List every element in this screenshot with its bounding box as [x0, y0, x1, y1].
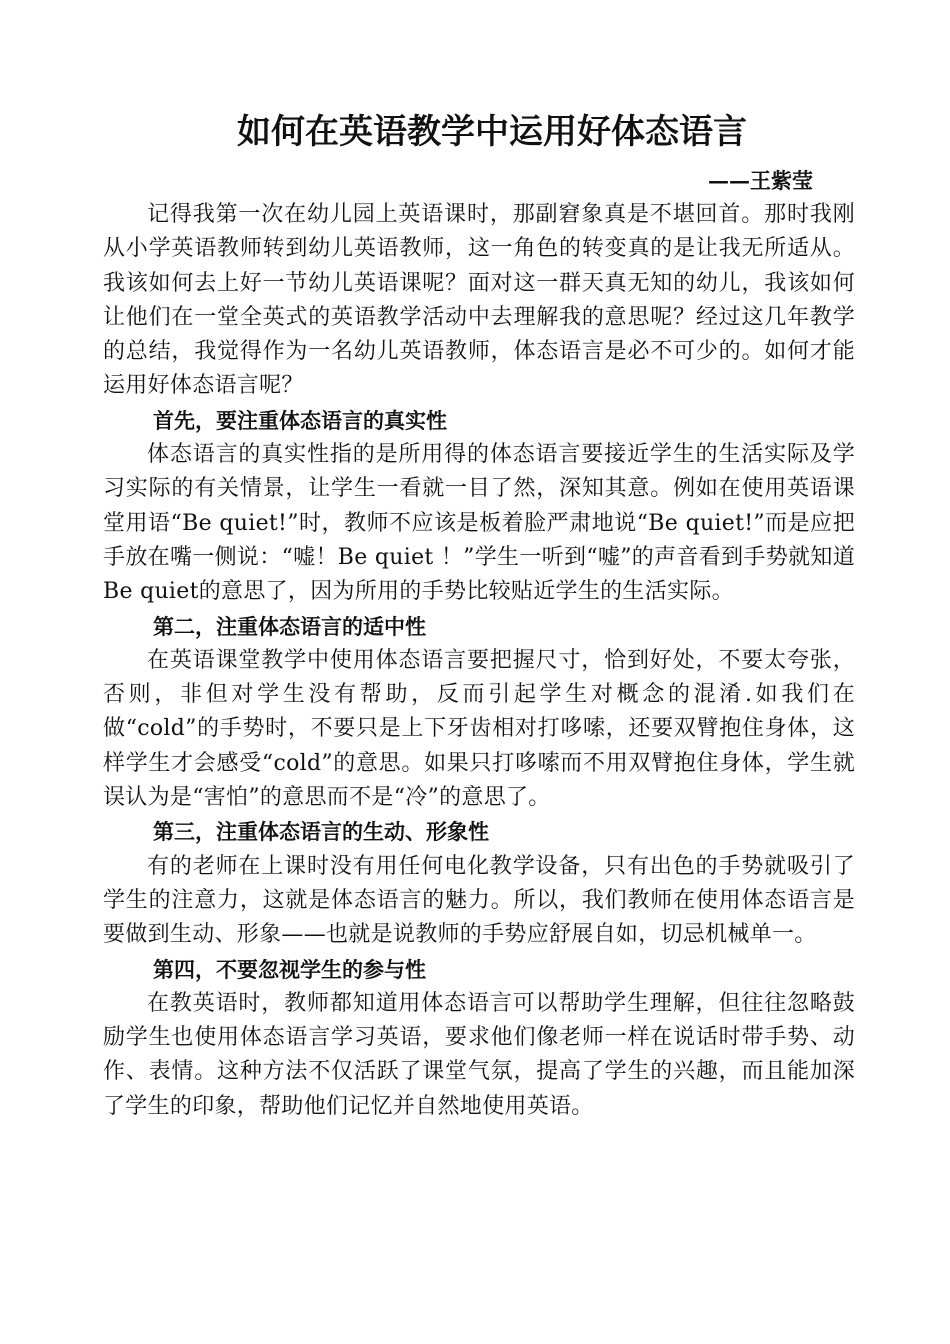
section-heading-4: 第四，不要忽视学生的参与性	[153, 956, 426, 982]
document-title: 如何在英语教学中运用好体态语言	[237, 112, 747, 152]
section-body-4: 在教英语时，教师都知道用体态语言可以帮助学生理解，但往往忽略鼓励学生也使用体态语言学习英语，要求他们像老师一样在说话时带手势、动作、表情。这种方法不仅活跃了课堂气氛，提高了学生的兴趣，而且能加深了学生的印象，帮助他们记忆并自然地使用英语。	[103, 990, 855, 1119]
section-heading-2: 第二，注重体态语言的适中性	[153, 613, 426, 639]
section-body-3: 有的老师在上课时没有用任何电化教学设备，只有出色的手势就吸引了学生的注意力，这就是体态语言的魅力。所以，我们教师在使用体态语言是要做到生动、形象——也就是说教师的手势应舒展自如，切忌机械单一。	[103, 853, 855, 948]
intro-paragraph: 记得我第一次在幼儿园上英语课时，那副窘象真是不堪回首。那时我刚从小学英语教师转到幼儿英语教师，这一角色的转变真的是让我无所适从。我该如何去上好一节幼儿英语课呢？面对这一群天真无知的幼儿，我该如何让他们在一堂全英式的英语教学活动中去理解我的意思呢？经过这几年教学的总结，我觉得作为一名幼儿英语教师，体态语言是必不可少的。如何才能运用好体态语言呢？	[103, 202, 855, 399]
section-heading-3: 第三，注重体态语言的生动、形象性	[153, 819, 489, 845]
section-body-2: 在英语课堂教学中使用体态语言要把握尺寸，恰到好处，不要太夸张，否则，非但对学生没有帮助，反而引起学生对概念的混淆.如我们在做“cold”的手势时，不要只是上下牙齿相对打哆嗦，还要双臂抱住身体，这样学生才会感受“cold”的意思。如果只打哆嗦而不用双臂抱住身体，学生就误认为是“害怕”的意思而不是“冷”的意思了。	[103, 647, 855, 811]
document-page	[103, 100, 855, 1124]
section-body-1: 体态语言的真实性指的是所用得的体态语言要接近学生的生活实际及学习实际的有关情景，让学生一看就一目了然，深知其意。例如在使用英语课堂用语“Be quiet!”时，教师不应该是板着脸严肃地说“Be quiet!”而是应把手放在嘴一侧说：“嘘！Be quiet ！”学生一听到“嘘”的声音看到手势就知道Be quiet的意思了，因为所用的手势比较贴近学生的生活实际。	[103, 442, 855, 605]
section-heading-1: 首先，要注重体态语言的真实性	[153, 407, 447, 433]
author-line: ——王紫莹	[708, 168, 813, 193]
